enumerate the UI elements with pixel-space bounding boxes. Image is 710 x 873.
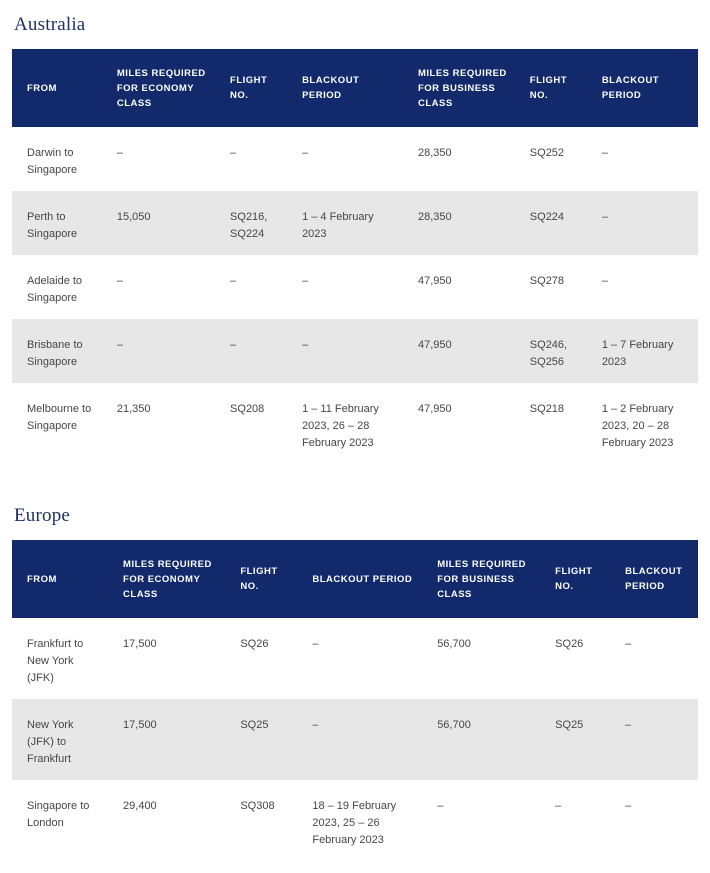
cell-blackout-business [587, 255, 698, 319]
cell-miles-economy: – [116, 339, 123, 351]
cell-miles-economy: 15,050 [116, 211, 151, 223]
cell-blackout-business [610, 618, 698, 699]
column-header-flight-no-economy [215, 49, 287, 127]
cell-text: – [625, 800, 632, 812]
cell-blackout-economy [297, 618, 422, 699]
cell-blackout-business [587, 319, 698, 383]
column-header-from [12, 540, 108, 618]
column-header-flight-no-business [515, 49, 587, 127]
column-header-flight-no-economy [225, 540, 297, 618]
cell-text: – [601, 275, 608, 287]
section-europe [12, 505, 698, 861]
table-row-darwin [12, 127, 698, 191]
cell-flight-no-business: SQ278 [529, 275, 565, 287]
column-header-blackout-business [587, 49, 698, 127]
cell-miles-business: 47,950 [417, 275, 452, 287]
cell-from: Perth to Singapore [27, 211, 78, 240]
cell-miles-economy: 17,500 [123, 638, 157, 650]
column-header-label: FLIGHT NO. [240, 566, 278, 592]
column-header-label: FROM [27, 573, 57, 585]
cell-flight-no-economy: SQ308 [240, 800, 275, 812]
cell-blackout-business [610, 699, 698, 780]
column-header-miles-economy [102, 49, 215, 127]
cell-blackout-economy [287, 191, 403, 255]
cell-miles-business: 47,950 [417, 403, 452, 415]
cell-from: New York (JFK) to Frankfurt [27, 719, 74, 765]
cell-blackout-economy [287, 255, 403, 319]
table-row-newyork-frankfurt [12, 699, 698, 780]
cell-miles-business: – [437, 800, 444, 812]
cell-text: – [302, 275, 309, 287]
cell-text: – [312, 638, 319, 650]
cell-from: Melbourne to Singapore [27, 403, 92, 432]
table-header [12, 49, 698, 127]
cell-miles-economy: – [116, 147, 123, 159]
cell-from: Singapore to London [27, 800, 90, 829]
cell-blackout-business [587, 383, 698, 468]
cell-miles-economy: 21,350 [116, 403, 151, 415]
cell-flight-no-business: – [555, 800, 562, 812]
column-header-label: FLIGHT NO. [555, 566, 593, 592]
table-row-frankfurt-newyork [12, 618, 698, 699]
cell-text: – [625, 719, 632, 731]
cell-from: Darwin to Singapore [27, 147, 78, 176]
cell-flight-no-economy: SQ26 [240, 638, 269, 650]
cell-text: 1 – 2 February 2023, 20 – 28 February 2023 [601, 403, 674, 449]
australia-miles-table [12, 49, 698, 468]
cell-flight-no-economy: SQ208 [230, 403, 265, 415]
cell-miles-business: 28,350 [417, 211, 452, 223]
table-header [12, 540, 698, 618]
cell-text: 1 – 11 February 2023, 26 – 28 February 2023 [302, 403, 379, 449]
table-row-melbourne [12, 383, 698, 468]
column-header-label: BLACKOUT PERIOD [302, 75, 360, 101]
cell-text: 18 – 19 February 2023, 25 – 26 February 2023 [312, 800, 397, 846]
cell-flight-no-business: SQ218 [529, 403, 565, 415]
table-body [12, 618, 698, 861]
cell-flight-no-economy: – [230, 275, 237, 287]
column-header-blackout-economy [297, 540, 422, 618]
table-row-singapore-london [12, 780, 698, 861]
cell-miles-business: 47,950 [417, 339, 452, 351]
cell-text: 1 – 4 February 2023 [302, 211, 374, 240]
column-header-label: MILES REQUIRED FOR ECONOMY CLASS [116, 67, 206, 109]
column-header-label: BLACKOUT PERIOD [601, 75, 660, 101]
cell-blackout-business [587, 191, 698, 255]
cell-text: – [625, 638, 632, 650]
cell-miles-business: 28,350 [417, 147, 452, 159]
cell-flight-no-business: SQ26 [555, 638, 584, 650]
cell-blackout-economy [287, 383, 403, 468]
column-header-blackout-economy [287, 49, 403, 127]
cell-flight-no-business: SQ25 [555, 719, 584, 731]
header-row [12, 540, 698, 618]
cell-flight-no-business: SQ224 [529, 211, 565, 223]
column-header-blackout-business [610, 540, 698, 618]
column-header-label: FLIGHT NO. [230, 75, 268, 101]
column-header-label: BLACKOUT PERIOD [625, 566, 683, 592]
cell-from: Frankfurt to New York (JFK) [27, 638, 84, 684]
cell-blackout-economy [297, 699, 422, 780]
cell-flight-no-business: SQ252 [529, 147, 565, 159]
section-title-australia: Australia [14, 14, 86, 35]
cell-flight-no-business: SQ246, SQ256 [529, 339, 568, 368]
column-header-label: MILES REQUIRED FOR BUSINESS CLASS [417, 67, 507, 109]
cell-text: – [601, 211, 608, 223]
table-body [12, 127, 698, 468]
cell-flight-no-economy: SQ25 [240, 719, 269, 731]
section-australia [12, 14, 698, 468]
column-header-label: BLACKOUT PERIOD [312, 573, 413, 585]
cell-blackout-economy [297, 780, 422, 861]
cell-text: 1 – 7 February 2023 [601, 339, 674, 368]
europe-miles-table [12, 540, 698, 861]
cell-miles-economy: 29,400 [123, 800, 157, 812]
cell-miles-business: 56,700 [437, 638, 471, 650]
cell-blackout-business [587, 127, 698, 191]
cell-flight-no-economy: – [230, 147, 237, 159]
cell-from: Adelaide to Singapore [27, 275, 83, 304]
cell-blackout-economy [287, 319, 403, 383]
cell-flight-no-economy: SQ216, SQ224 [230, 211, 268, 240]
cell-text: – [312, 719, 319, 731]
header-row [12, 49, 698, 127]
column-header-miles-business [403, 49, 515, 127]
cell-miles-business: 56,700 [437, 719, 471, 731]
column-header-from [12, 49, 102, 127]
cell-from: Brisbane to Singapore [27, 339, 83, 368]
column-header-flight-no-business [540, 540, 610, 618]
cell-text: – [302, 147, 309, 159]
cell-text: – [601, 147, 608, 159]
column-header-label: MILES REQUIRED FOR BUSINESS CLASS [437, 558, 526, 600]
cell-blackout-economy [287, 127, 403, 191]
section-title-europe: Europe [14, 505, 71, 526]
table-row-adelaide [12, 255, 698, 319]
column-header-label: FLIGHT NO. [529, 75, 568, 101]
cell-miles-economy: – [116, 275, 123, 287]
column-header-miles-business [422, 540, 540, 618]
table-row-brisbane [12, 319, 698, 383]
cell-miles-economy: 17,500 [123, 719, 157, 731]
cell-blackout-business [610, 780, 698, 861]
cell-flight-no-economy: – [230, 339, 237, 351]
column-header-label: MILES REQUIRED FOR ECONOMY CLASS [123, 558, 212, 600]
cell-text: – [302, 339, 309, 351]
column-header-miles-economy [108, 540, 225, 618]
column-header-label: FROM [27, 82, 57, 94]
table-row-perth [12, 191, 698, 255]
